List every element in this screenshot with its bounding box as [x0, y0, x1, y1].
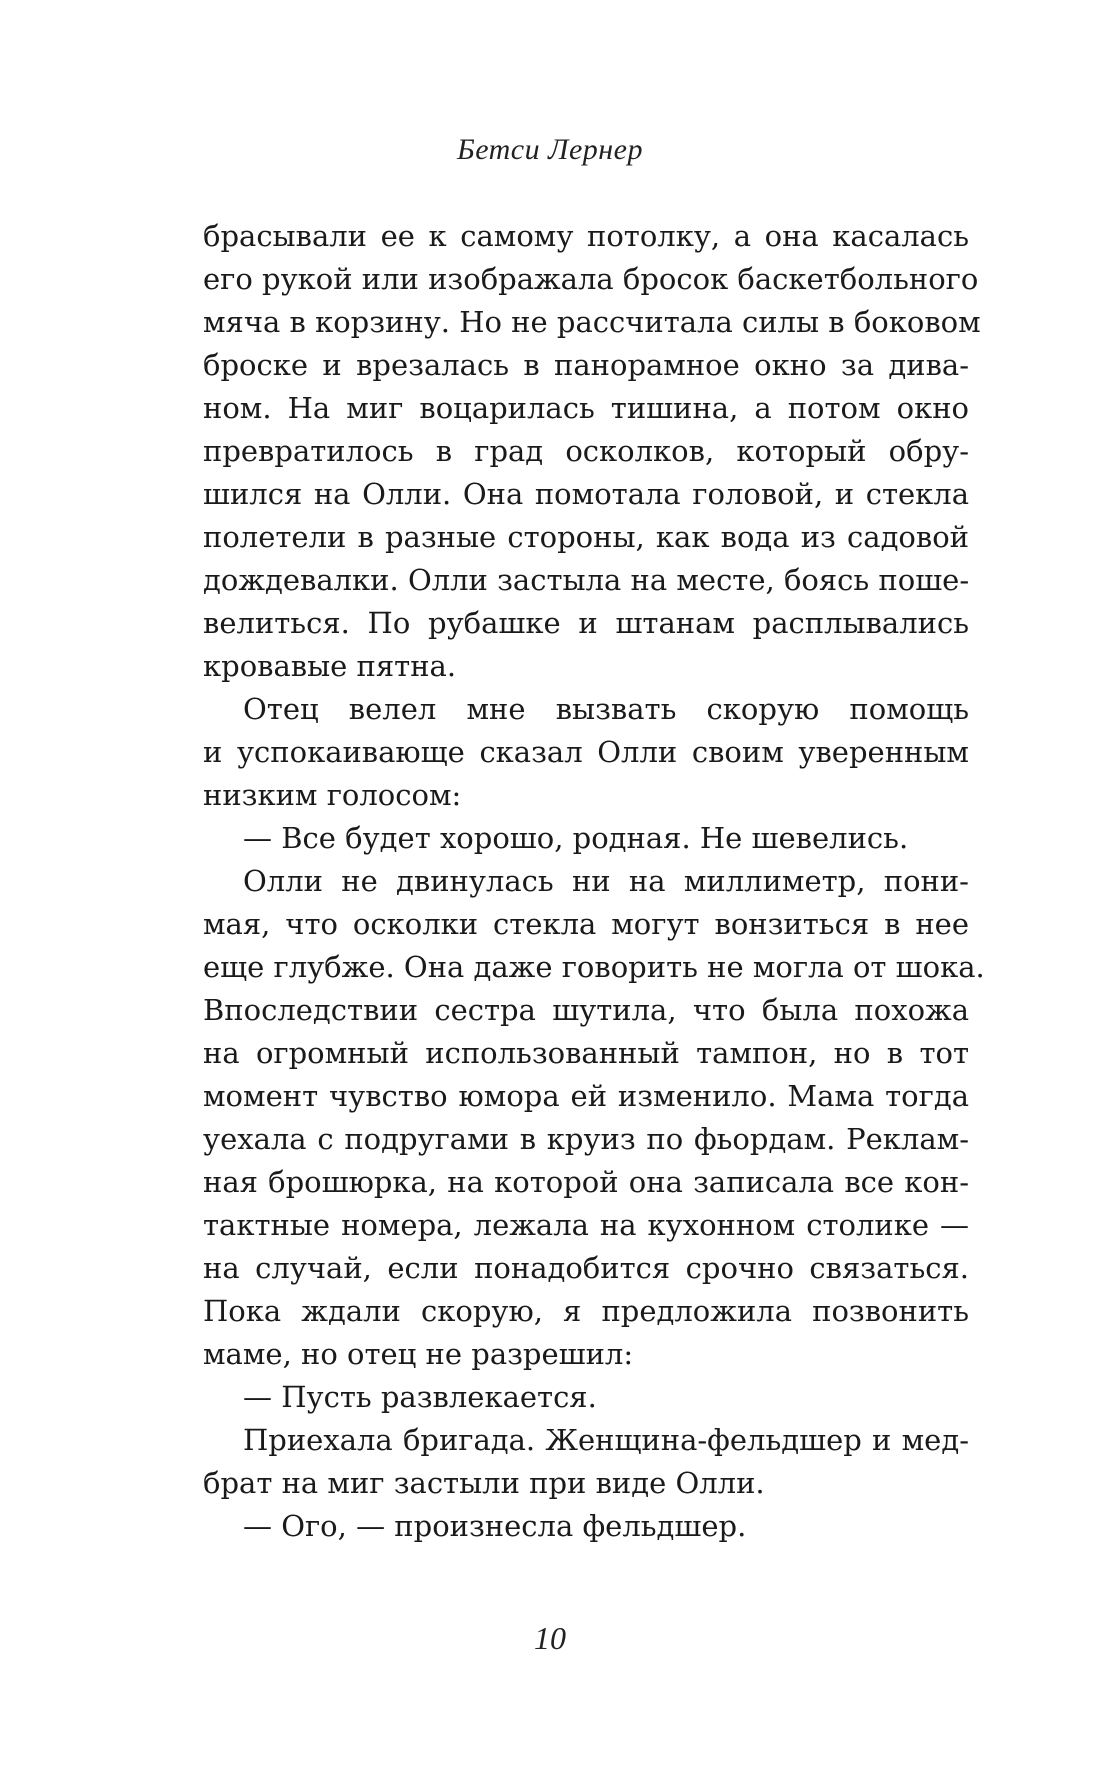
text-line: момент чувство юмора ей изменило. Мама тогда — [203, 1079, 969, 1113]
text-line: превратилось в град осколков, который обру- — [203, 434, 969, 468]
text-line: велиться. По рубашке и штанам расплывались — [203, 606, 969, 640]
text-line: его рукой или изображала бросок баскетбольного — [203, 262, 979, 296]
text-line: на случай, если понадобится срочно связаться. — [203, 1251, 969, 1285]
text-line: еще глубже. Она даже говорить не могла от шока. — [203, 950, 985, 984]
text-line: полетели в разные стороны, как вода из садовой — [203, 520, 969, 554]
paragraph-start-line: Олли не двинулась ни на миллиметр, пони- — [243, 864, 969, 898]
text-line: ном. На миг воцарилась тишина, а потом окно — [203, 391, 969, 425]
text-line: мая, что осколки стекла могут вонзиться в нее — [203, 907, 969, 941]
text-line: уехала с подругами в круиз по фьордам. Реклам- — [203, 1122, 969, 1156]
dialogue-line: — Ого, — произнесла фельдшер. — [243, 1509, 747, 1543]
dialogue-line: — Пусть развлекается. — [243, 1380, 597, 1414]
text-line: брасывали ее к самому потолку, а она касалась — [203, 219, 969, 253]
text-line: на огромный использованный тампон, но в тот — [203, 1036, 969, 1070]
body-text — [203, 215, 985, 1548]
text-line: ная брошюрка, на которой она записала все кон- — [203, 1165, 969, 1199]
running-header: Бетси Лернер — [457, 133, 643, 166]
text-line: мяча в корзину. Но не рассчитала силы в боковом — [203, 305, 981, 339]
text-line: Пока ждали скорую, я предложила позвонить — [203, 1294, 969, 1328]
paragraph-start-line: Отец велел мне вызвать скорую помощь — [243, 692, 969, 726]
paragraph-end-line: кровавые пятна. — [203, 649, 457, 683]
text-line: тактные номера, лежала на кухонном столике — — [203, 1208, 969, 1242]
dialogue-line: — Все будет хорошо, родная. Не шевелись. — [243, 821, 909, 855]
text-line: дождевалки. Олли застыла на месте, боясь поше- — [203, 563, 970, 597]
paragraph-start-line: Приехала бригада. Женщина-фельдшер и мед- — [243, 1423, 969, 1457]
paragraph-end-line: брат на миг застыли при виде Олли. — [203, 1466, 765, 1500]
text-line: и успокаивающе сказал Олли своим уверенным — [203, 735, 969, 769]
text-line: шился на Олли. Она помотала головой, и стекла — [203, 477, 969, 511]
paragraph-end-line: маме, но отец не разрешил: — [203, 1337, 634, 1371]
text-line: броске и врезалась в панорамное окно за дива- — [203, 348, 969, 382]
paragraph-end-line: низким голосом: — [203, 778, 462, 812]
page-number: 10 — [534, 1620, 566, 1656]
text-line: Впоследствии сестра шутила, что была похожа — [203, 993, 969, 1027]
